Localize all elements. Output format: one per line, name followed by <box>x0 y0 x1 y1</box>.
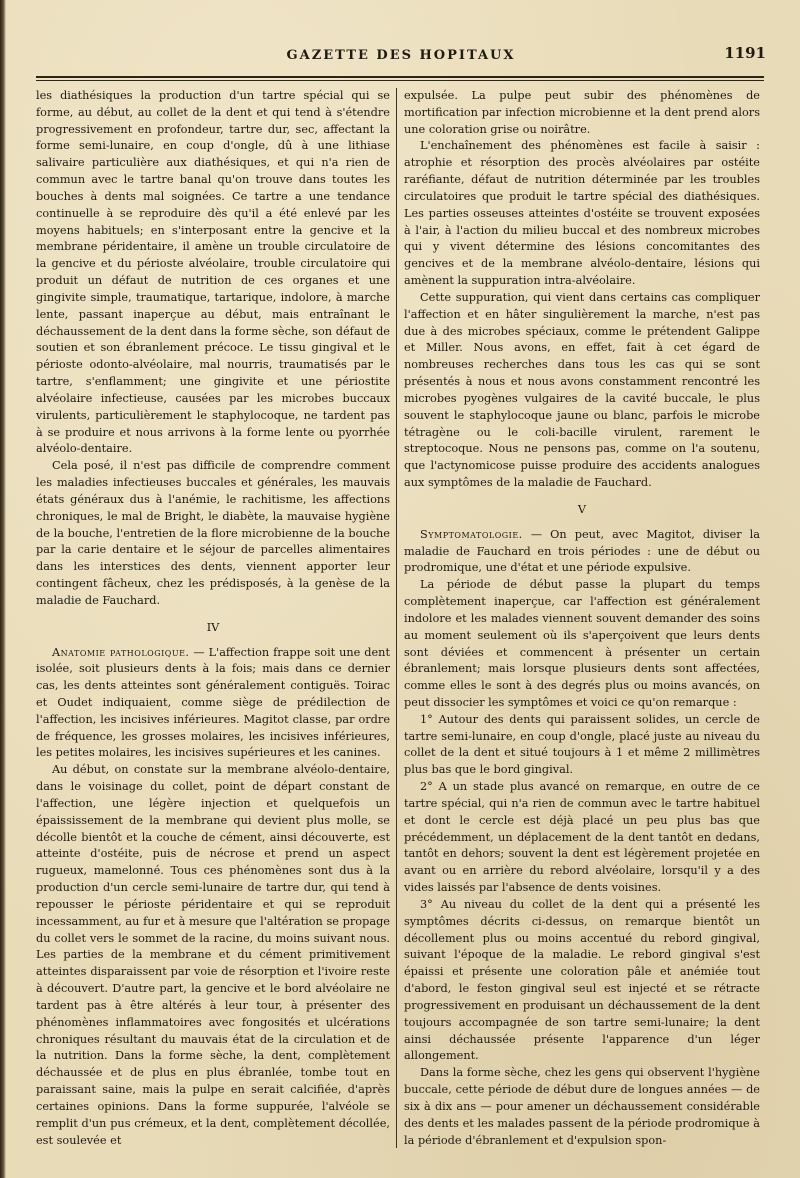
section-heading-v: V <box>577 502 587 516</box>
header-rule <box>36 76 764 78</box>
binding-edge <box>0 0 6 1178</box>
paragraph: Au début, on constate sur la membrane alvéolo-dentaire, dans le voisinage du collet, point de départ constant de l'affection, une légère injection et quelquefois un épaississement de la membrane qui devient plus molle, se décolle bientôt et la couche de cément, ainsi découverte, est atteinte d'ostéite, puis de nécrose et prend un aspect rugueux, mamelonné. Tous ces phénomènes sont dus à la production d'un cercle semi-lunaire de tartre dur, qui tend à repousser le périoste péridentaire et qui se reproduit incessamment, au fur et à mesure que l'altération se propage du collet vers le sommet de la racine, du moins suivant nous. Les parties de la membrane et du cément primitivement atteintes disparaissent par voie de résorption et l'ivoire reste à découvert. D'autre part, la gencive et le bord alvéolaire ne tardent pas à être altérés à leur tour, à présenter des phénomènes inflammatoires avec fongosités et ulcérations chroniques résultant du mauvais état de la circulation et de la nutrition. Dans la forme sèche, la dent, complètement déchaussée et de plus en plus ébranlée, tombe tout en paraissant saine, mais la pulpe en serait calcifiée, d'après certaines opinions. Dans la forme suppurée, l'alvéole se remplit d'un pus crémeux, et la dent, complètement décollée, est soulevée et <box>36 763 390 1147</box>
journal-title: GAZETTE DES HOPITAUX <box>286 48 516 63</box>
paragraph: 2° A un stade plus avancé on remarque, en outre de ce tartre spécial, qui n'a rien de commun avec le tartre habituel et dont le cercle est déjà placé un peu plus bas que précédemment, un déplacement de la dent tantôt en dedans, tantôt en dehors; souvent la dent est légèrement projetée en avant ou en arrière du rebord alvéolaire, lorsqu'il y a des vides laissés par l'absence de dents voisines. <box>404 780 760 895</box>
paragraph <box>404 527 760 577</box>
paragraph: 3° Au niveau du collet de la dent qui a présenté les symptômes décrits ci-dessus, on remarque bientôt un décollement plus ou moins accentué du rebord gingival, suivant l'époque de la maladie. Le rebord gingival s'est épaissi et présente une coloration pâle et anémiée tout d'abord, le feston gingival seul est injecté et se rétracte progressivement en produisant un déchaussement de la dent toujours accompagnée de son tartre semi-lunaire; la dent ainsi déchaussée présente l'apparence d'un léger allongement. <box>404 897 760 1063</box>
paragraph: La période de début passe la plupart du temps complètement inaperçue, car l'affection est généralement indolore et les malades viennent souvent demander des soins au moment seulement où ils s'aperçoivent que leurs dents sont déviées et commencent à présenter un certain ébranlement; mais lorsque plusieurs dents sont affectées, comme elles le sont à des degrés plus ou moins avancés, on peut dissocier les symptômes et voici ce qu'on remarque : <box>404 578 760 709</box>
section-heading-iv: IV <box>206 620 220 634</box>
section-lead: Symptomatologie. <box>420 527 523 541</box>
paragraph: expulsée. La pulpe peut subir des phénomènes de mortification par infection microbienne et la dent prend alors une coloration grise ou noirâtre. <box>404 89 760 136</box>
paragraph-text: — On peut, avec Magitot, diviser la maladie de Fauchard en trois périodes : une de début ou prodromique, une d'état et une période expulsive. <box>404 527 760 575</box>
paragraph: 1° Autour des dents qui paraissent solides, un cercle de tartre semi-lunaire, en coup d'ongle, placé juste au niveau du collet de la dent et situé toujours à 1 et même 2 millimètres plus bas que le bord gingival. <box>404 712 760 777</box>
paragraph: Cela posé, il n'est pas difficile de comprendre comment les maladies infectieuses buccales et générales, les mauvais états généraux dus à l'anémie, le rachitisme, les affections chroniques, le mal de Bright, le diabète, la mauvaise hygiène de la bouche, l'entretien de la flore microbienne de la bouche par la carie dentaire et le séjour de parcelles alimentaires dans les interstices des dents, viennent apporter leur contingent fâcheux, chez les prédisposés, à la genèse de la maladie de Fauchard. <box>36 459 390 607</box>
right-column <box>404 88 760 1149</box>
column-divider <box>396 88 397 1148</box>
paragraph-text: — L'affection frappe soit une dent isolée, soit plusieurs dents à la fois; mais dans ce dernier cas, les dents atteintes sont généralement contiguës. Toirac et Oudet indiquaient, comme siège de prédilection de l'affection, les incisives inférieures. Magitot classe, par ordre de fréquence, les grosses molaires, les incisives inférieures, les petites molaires, les incisives supérieures et les canines. <box>36 645 390 760</box>
page-header <box>36 44 766 72</box>
paragraph: Dans la forme sèche, chez les gens qui observent l'hygiène buccale, cette période de début dure de longues années — de six à dix ans — pour amener un déchaussement considérable des dents et les malades passent de la période prodromique à la période d'ébranlement et d'expulsion spon- <box>404 1066 760 1147</box>
left-column <box>36 88 390 1149</box>
header-rule-thin <box>36 80 764 81</box>
page-number: 1191 <box>724 44 766 62</box>
section-lead: Anatomie pathologique. <box>52 645 190 659</box>
paragraph <box>36 645 390 763</box>
paragraph: L'enchaînement des phénomènes est facile à saisir : atrophie et résorption des procès alvéolaires par ostéite raréfiante, défaut de nutrition déterminée par les troubles circulatoires que produit le tartre spécial des diathésiques. Les parties osseuses atteintes d'ostéite se trouvent exposées à l'air, à l'action du milieu buccal et des nombreux microbes qui y vivent détermine des lésions concomitantes des gencives et de la membrane alvéolo-dentaire, lésions qui amènent la suppuration intra-alvéolaire. <box>404 139 760 288</box>
paragraph: les diathésiques la production d'un tartre spécial qui se forme, au début, au collet de la dent et qui tend à s'étendre progressivement en profondeur, tartre dur, sec, affectant la forme semi-lunaire, en coup d'ongle, dû à une lithiase salivaire particulière aux diathésiques, et qui n'a rien de commun avec le tartre banal qu'on trouve dans toutes les bouches à dents mal soignées. Ce tartre a une tendance continuelle à se reproduire dès qu'il a été enlevé par les moyens habituels; en s'interposant entre la gencive et la membrane péridentaire, il amène un trouble circulatoire de la gencive et du périoste alvéolaire, trouble circulatoire qui produit un défaut de nutrition de ces organes et une gingivite simple, traumatique, tartarique, indolore, à marche lente, passant inaperçue au début, mais entraînant le déchaussement de la dent dans la forme sèche, son défaut de soutien et son ébranlement précoce. Le tissu gingival et le périoste odonto-alvéolaire, mal nourris, traumatisés par le tartre, s'enflamment; une gingivite et une périostite alvéolaire infectieuse, causées par les microbes buccaux virulents, particulièrement le staphylocoque, ne tardent pas à se produire et nous arrivons à la forme lente ou pyorrhée alvéolo-dentaire. <box>36 89 390 456</box>
paragraph: Cette suppuration, qui vient dans certains cas compliquer l'affection et en hâter singulièrement la marche, n'est pas due à des microbes spéciaux, comme le prétendent Galippe et Miller. Nous avons, en effet, fait à cet égard de nombreuses recherches dans tous les cas qui se sont présentés à nous et nous avons constamment rencontré les microbes pyogènes vulgaires de la cavité buccale, le plus souvent le staphylocoque jaune ou blanc, parfois le microbe tétragène ou le coli-bacille virulent, rarement le streptocoque. Nous ne pensons pas, comme on l'a soutenu, que l'actynomicose puisse produire des accidents analogues aux symptômes de la maladie de Fauchard. <box>404 290 760 490</box>
